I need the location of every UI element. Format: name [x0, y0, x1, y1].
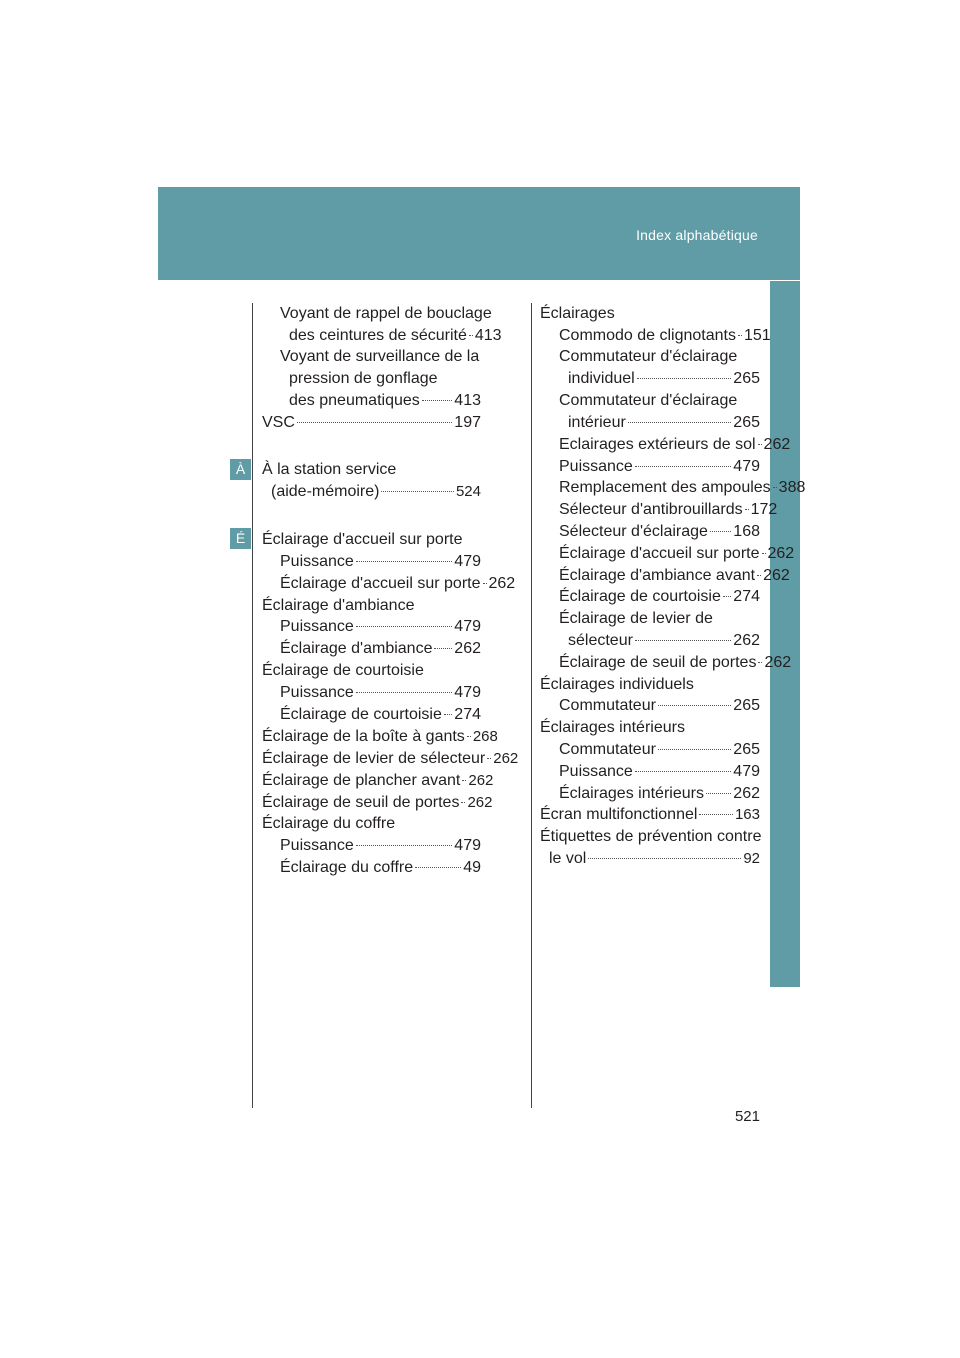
index-subentry: Éclairages intérieurs 262 — [559, 785, 760, 802]
index-subentry: Éclairage de seuil de portes 262 — [559, 654, 792, 671]
index-subentry: Commutateur d'éclairage — [559, 392, 738, 409]
index-subentry: Commutateur 265 — [559, 697, 760, 714]
index-subentry: des pneumatiques 413 — [289, 392, 481, 409]
side-thumb-tab — [770, 281, 800, 987]
index-subentry: Commutateur d'éclairage — [559, 348, 738, 365]
index-entry: Éclairage de plancher avant 262 — [262, 772, 494, 789]
index-entry: Éclairage d'accueil sur porte — [262, 531, 463, 548]
index-subentry: Éclairage d'accueil sur porte 262 — [280, 575, 516, 592]
index-entry: VSC 197 — [262, 414, 481, 431]
index-subentry: Remplacement des ampoules 388 — [559, 479, 806, 496]
index-entry: Éclairages intérieurs — [540, 719, 685, 736]
index-subentry: sélecteur 262 — [568, 632, 760, 649]
letter-tab-e-acute: É — [230, 528, 251, 549]
index-subentry: Puissance 479 — [280, 684, 481, 701]
index-entry: À la station service — [262, 461, 397, 478]
index-subentry: intérieur 265 — [568, 414, 760, 431]
index-subentry: Commodo de clignotants 151 — [559, 327, 771, 344]
index-entry: Éclairage de la boîte à gants 268 — [262, 728, 498, 745]
index-entry: Éclairage de courtoisie — [262, 662, 424, 679]
index-entry: Éclairage d'ambiance — [262, 597, 415, 614]
index-entry: (aide-mémoire) 524 — [271, 483, 481, 500]
index-subentry: Voyant de rappel de bouclage — [280, 305, 492, 322]
index-entry: Éclairage du coffre — [262, 815, 396, 832]
index-subentry: Sélecteur d'éclairage 168 — [559, 523, 760, 540]
index-subentry: Éclairage d'ambiance avant 262 — [559, 567, 790, 584]
index-subentry: Puissance 479 — [559, 763, 760, 780]
index-subentry: Éclairage d'ambiance 262 — [280, 640, 481, 657]
index-subentry: individuel 265 — [568, 370, 760, 387]
index-subentry: Commutateur 265 — [559, 741, 760, 758]
index-subentry: Puissance 479 — [280, 618, 481, 635]
left-column-rule — [252, 303, 253, 1108]
index-subentry: Voyant de surveillance de la — [280, 348, 480, 365]
index-subentry: pression de gonflage — [289, 370, 438, 387]
letter-tab-a-grave: À — [230, 459, 251, 480]
index-entry: le vol 92 — [549, 850, 760, 867]
index-subentry: Eclairages extérieurs de sol 262 — [559, 436, 791, 453]
index-subentry: Puissance 479 — [280, 837, 481, 854]
index-subentry: Puissance 479 — [559, 458, 760, 475]
middle-column-rule — [531, 303, 532, 1108]
index-subentry: Éclairage du coffre 49 — [280, 859, 481, 876]
index-subentry: Éclairage de courtoisie 274 — [559, 588, 760, 605]
index-entry: Écran multifonctionnel 163 — [540, 806, 760, 823]
index-subentry: Éclairage de courtoisie 274 — [280, 706, 481, 723]
index-subentry: Éclairage d'accueil sur porte 262 — [559, 545, 795, 562]
page-number: 521 — [734, 1108, 760, 1125]
header-banner — [158, 187, 800, 280]
index-entry: Éclairages individuels — [540, 676, 694, 693]
index-subentry: Éclairage de levier de — [559, 610, 713, 627]
index-entry: Éclairages — [540, 305, 615, 322]
index-entry: Éclairage de levier de sélecteur 262 — [262, 750, 519, 767]
section-title: Index alphabétique — [636, 227, 758, 243]
index-subentry: Sélecteur d'antibrouillards 172 — [559, 501, 778, 518]
index-entry: Éclairage de seuil de portes 262 — [262, 794, 493, 811]
index-subentry: des ceintures de sécurité 413 — [289, 327, 502, 344]
index-subentry: Puissance 479 — [280, 553, 481, 570]
index-entry: Étiquettes de prévention contre — [540, 828, 762, 845]
